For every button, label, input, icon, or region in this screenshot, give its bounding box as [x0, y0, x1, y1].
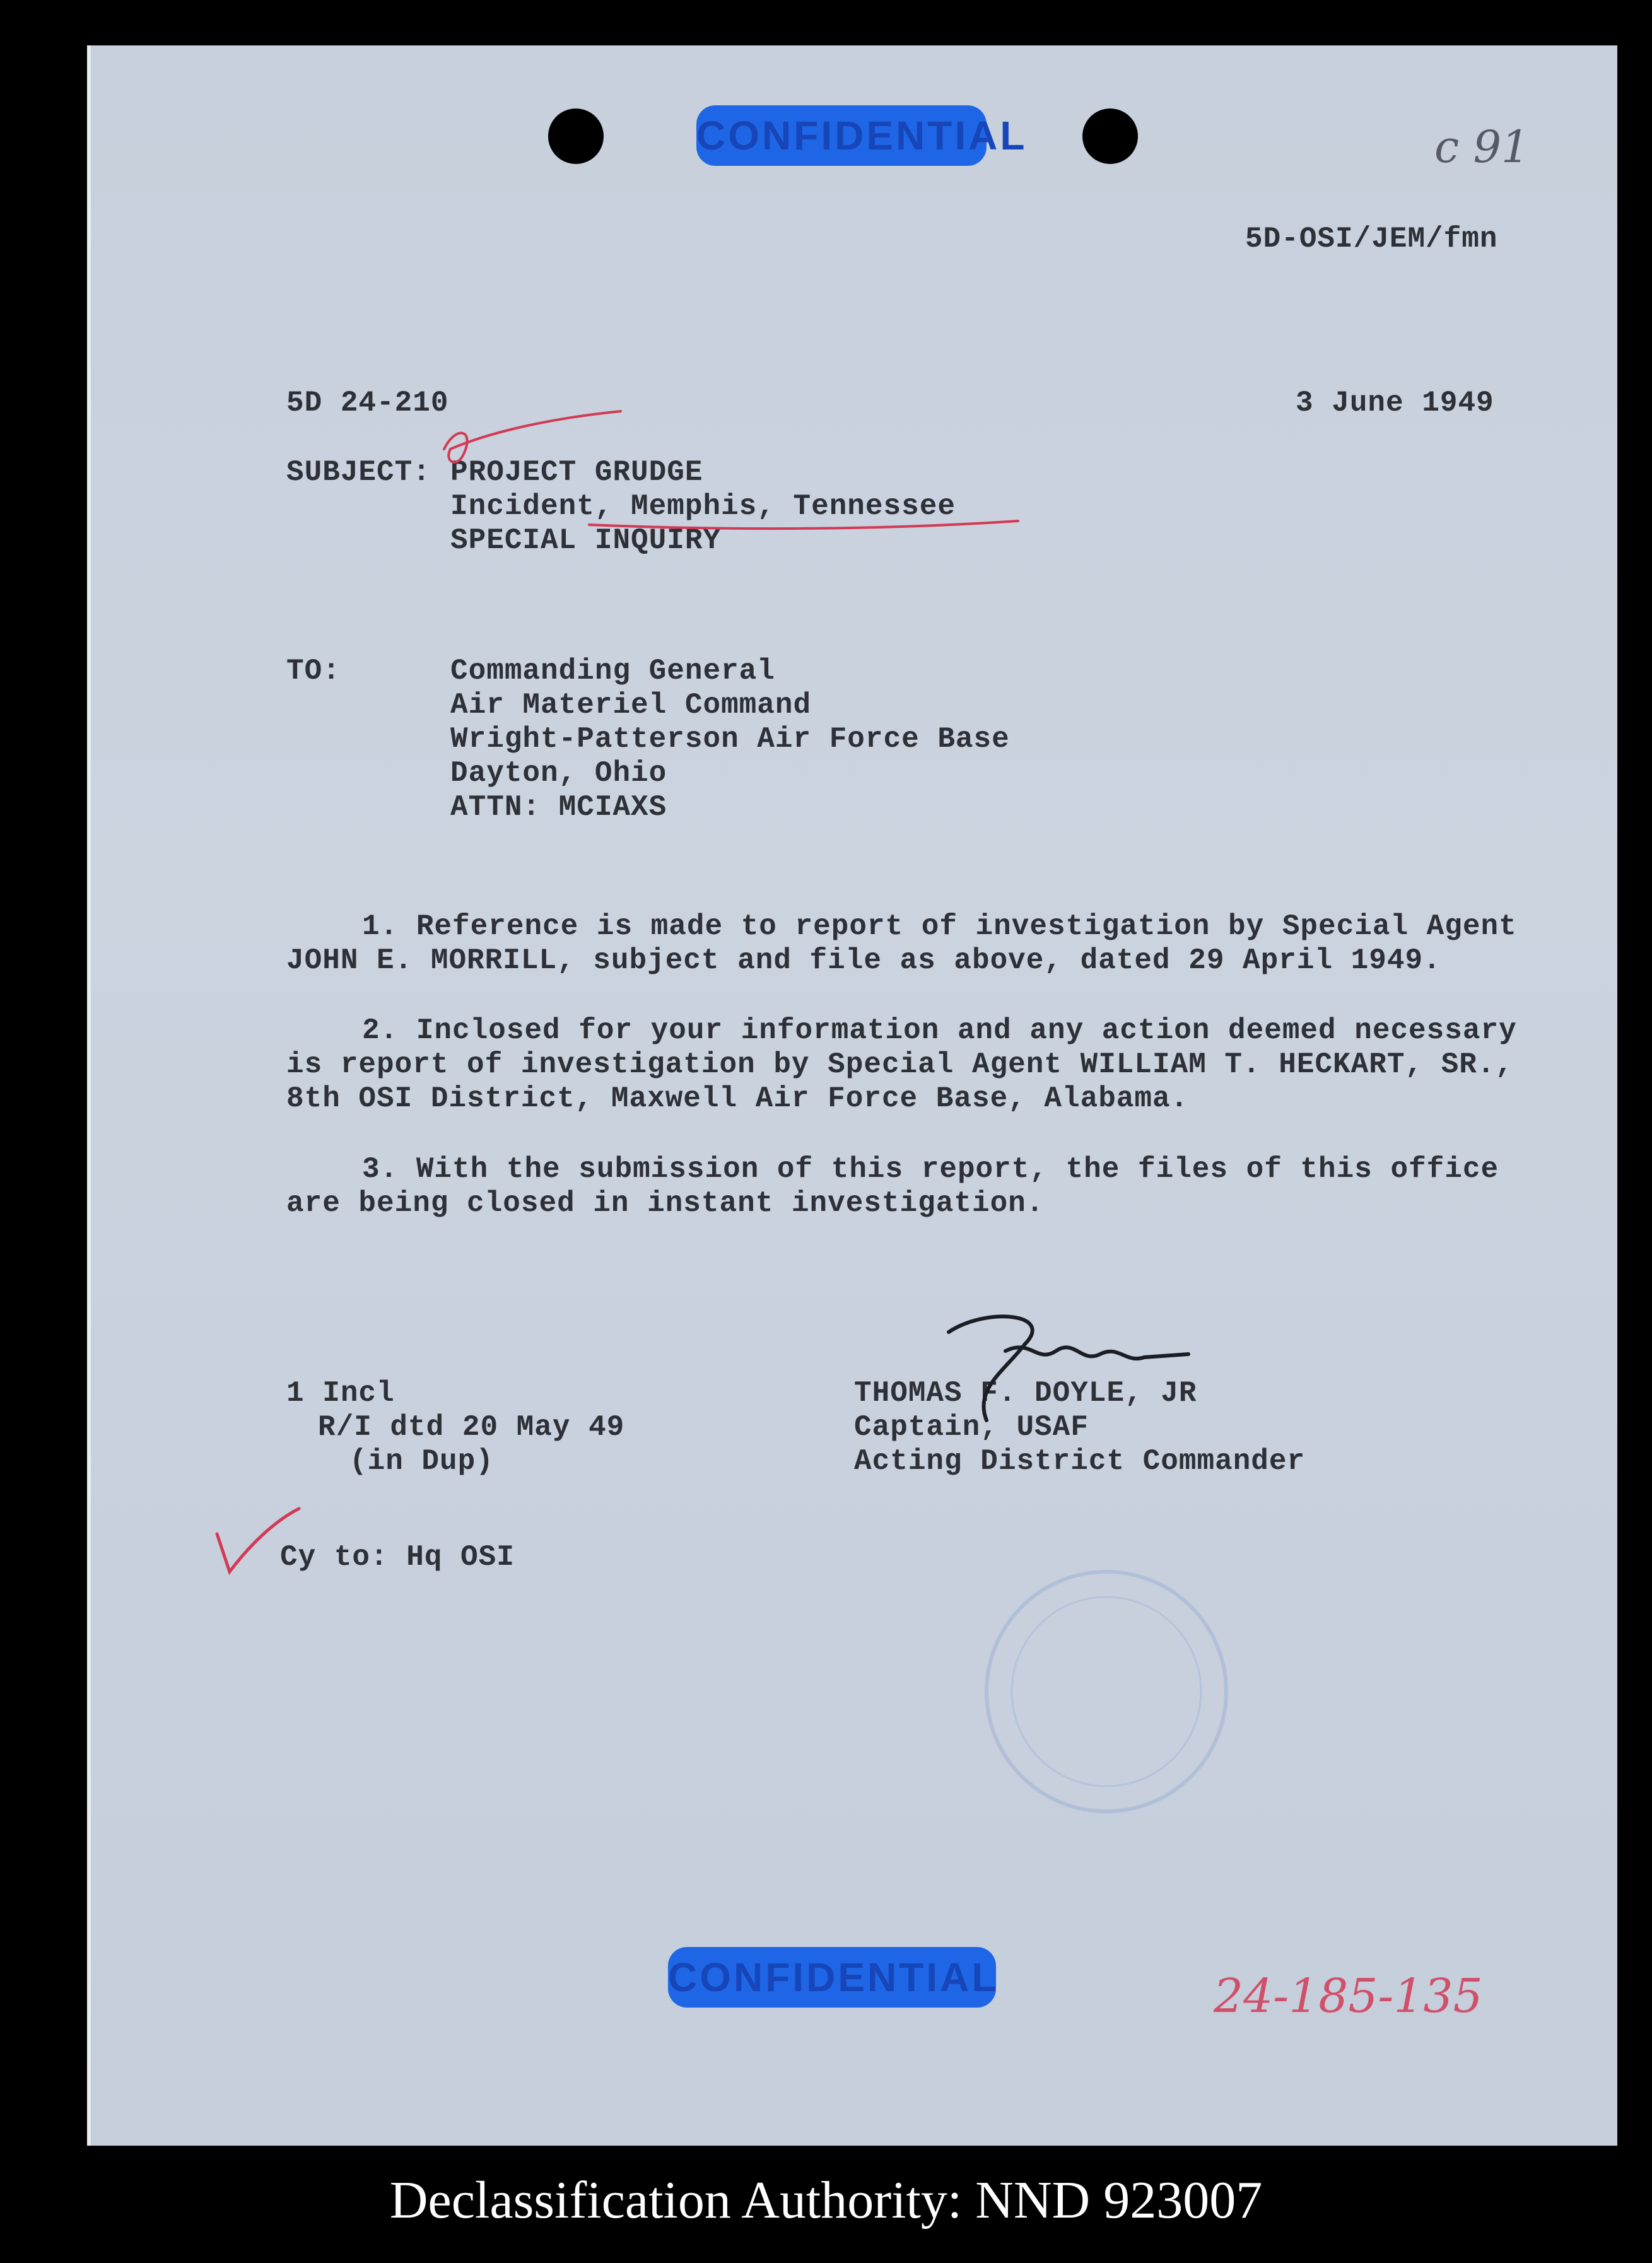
- paragraph-2-line: is report of investigation by Special Agent WILLIAM T. HECKART, SR.,: [286, 1048, 1514, 1081]
- red-underline: [583, 512, 1024, 537]
- paragraph-3-line: are being closed in instant investigation.: [286, 1187, 1045, 1220]
- paragraph-2-line: 2. Inclosed for your information and any action deemed necessary: [362, 1014, 1517, 1047]
- signature-rank: Captain, USAF: [854, 1411, 1089, 1444]
- red-checkmark-file: [419, 399, 633, 474]
- address-line: Air Materiel Command: [450, 689, 812, 722]
- to-label: TO:: [286, 655, 341, 687]
- paragraph-1-line: 1. Reference is made to report of investigation by Special Agent: [362, 910, 1517, 943]
- handwritten-signature: [911, 1294, 1226, 1433]
- subject-line: PROJECT GRUDGE: [450, 456, 703, 489]
- paragraph-1-line: JOHN E. MORRILL, subject and file as above, dated 29 April 1949.: [286, 944, 1441, 977]
- handwritten-file-number: 24-185-135: [1214, 1969, 1483, 2023]
- address-line: Wright-Patterson Air Force Base: [450, 723, 1010, 756]
- subject-label: SUBJECT:: [286, 456, 431, 489]
- document-date: 3 June 1949: [1296, 387, 1494, 419]
- faint-circular-stamp: [974, 1559, 1239, 1824]
- confidential-stamp-top: CONFIDENTIAL: [696, 105, 987, 166]
- address-line: ATTN: MCIAXS: [450, 791, 667, 824]
- address-line: Commanding General: [450, 655, 775, 687]
- copy-to: Cy to: Hq OSI: [280, 1541, 515, 1574]
- signature-title: Acting District Commander: [854, 1445, 1306, 1478]
- punch-hole-right: [1082, 108, 1138, 164]
- corner-note: c 91: [1434, 121, 1530, 173]
- declassification-footer: Declassification Authority: NND 923007: [389, 2171, 1263, 2230]
- file-number: 5D 24-210: [286, 387, 449, 419]
- subject-line: Incident, Memphis, Tennessee: [450, 490, 956, 523]
- confidential-stamp-bottom: CONFIDENTIAL: [668, 1947, 996, 2008]
- paragraph-3-line: 3. With the submission of this report, the files of this office: [362, 1153, 1499, 1186]
- enclosure-line: R/I dtd 20 May 49: [318, 1411, 625, 1444]
- punch-hole-left: [548, 108, 604, 164]
- red-checkmark-copy: [204, 1496, 305, 1584]
- subject-line: SPECIAL INQUIRY: [450, 524, 722, 557]
- signature-name: THOMAS F. DOYLE, JR: [854, 1377, 1197, 1410]
- address-line: Dayton, Ohio: [450, 757, 667, 790]
- reference-code: 5D-OSI/JEM/fmn: [1245, 223, 1498, 255]
- enclosure-line: (in Dup): [349, 1445, 494, 1478]
- enclosure-line: 1 Incl: [286, 1377, 395, 1410]
- paragraph-2-line: 8th OSI District, Maxwell Air Force Base, Alabama.: [286, 1082, 1189, 1115]
- document-page: [87, 45, 1617, 2146]
